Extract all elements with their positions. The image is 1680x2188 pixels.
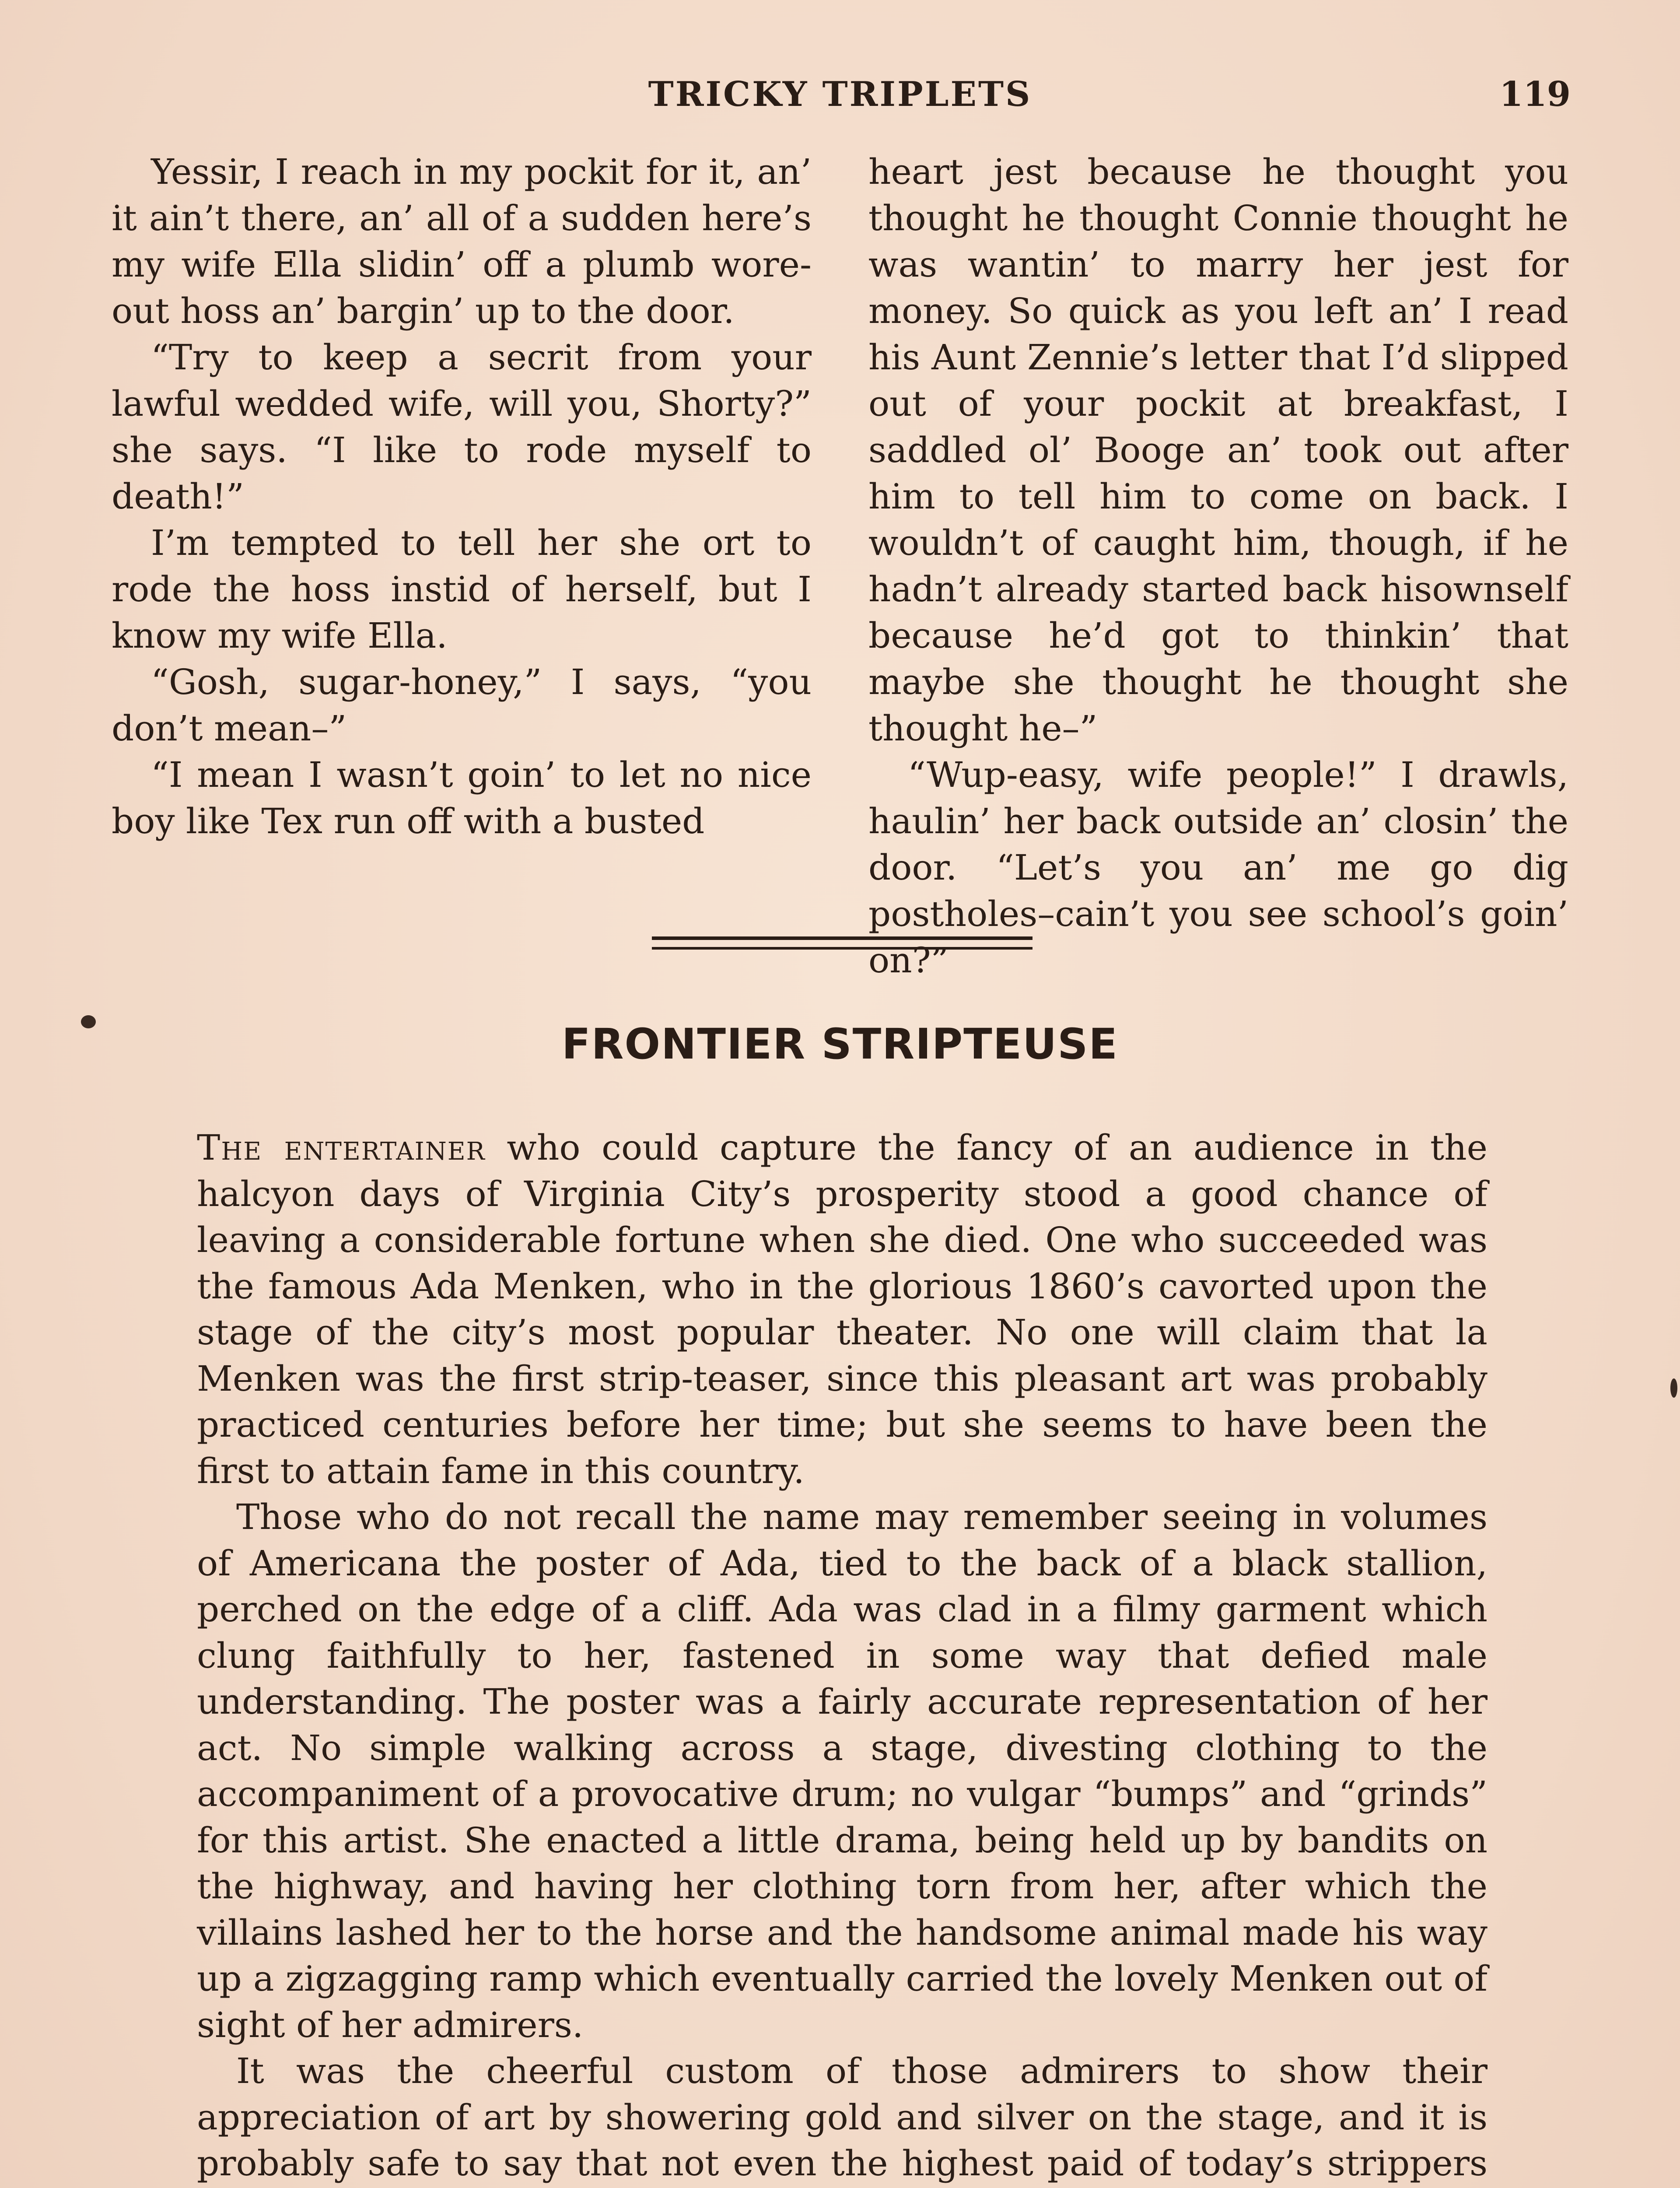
article-paragraph-1-text: who could capture the fancy of an audience in the halcyon days of Virginia City’s prosperity stood a good chance of leaving a considerable fortune when she died. One who succeeded was the famous Ada Menken, who in the glorious 1860’s cavorted upon the stage of the city’s most popular theater. No one will claim that la Menken was the first strip-teaser, since this pleasant art was probably practiced centuries before her time; but she seems to have been the first to attain fame in this country. [197, 1127, 1488, 1491]
ink-speck [81, 1015, 96, 1028]
right-column [868, 149, 1568, 984]
right-paragraph-1: heart jest because he thought you thought he thought Connie thought he was wantin’ to marry her jest for money. So quick as you left an’ I read his Aunt Zennie’s letter that I’d slipped out of your pockit at breakfast, I saddled ol’ Booge an’ took out after him to tell him to come on back. I wouldn’t of caught him, though, if he hadn’t already started back hisownself because he’d got to thinkin’ that maybe she thought he thought she thought he–” [868, 151, 1568, 749]
left-paragraph-2: “Try to keep a secrit from your lawful wedded wife, will you, Shorty?” she says. “I like to rode myself to death!” [112, 337, 812, 517]
article-paragraph-1 [197, 1125, 1488, 1494]
story-columns [112, 149, 1568, 981]
section-divider-rule [652, 936, 1032, 950]
left-paragraph-3: I’m tempted to tell her she ort to rode the hoss instid of herself, but I know my wife Ella. [112, 522, 812, 656]
article-paragraph-2: Those who do not recall the name may remember seeing in volumes of Americana the poster of Ada, tied to the back of a black stallion, perched on the edge of a cliff. Ada was clad in a filmy garment which clung faithfully to her, fastened in some way that defied male understanding. The poster was a fairly accurate representation of her act. No simple walking across a stage, divesting clothing to the accompaniment of a provocative drum; no vulgar “bumps” and “grinds” for this artist. She enacted a little drama, being held up by bandits on the highway, and having her clothing torn from her, after which the villains lashed her to the horse and the handsome animal made his way up a zigzagging ramp which eventually carried the lovely Menken out of sight of her admirers. [197, 1497, 1488, 2045]
left-column [112, 149, 812, 845]
article-title: FRONTIER STRIPTEUSE [562, 1020, 1118, 1069]
right-paragraph-2: “Wup-easy, wife people!” I drawls, haulin’ her back outside an’ closin’ the door. “Let’s you an’ me go dig postholes–cain’t you see school’s goin’ on?” [868, 754, 1568, 981]
running-head [109, 74, 1571, 118]
left-paragraph-4: “Gosh, sugar-honey,” I says, “you don’t mean–” [112, 662, 812, 749]
page-number: 119 [1499, 74, 1571, 114]
lead-in-smallcaps: The entertainer [197, 1127, 486, 1168]
left-paragraph-5: “I mean I wasn’t goin’ to let no nice boy like Tex run off with a busted [112, 754, 812, 842]
running-title: TRICKY TRIPLETS [648, 74, 1032, 114]
article-paragraph-3: It was the cheerful custom of those admirers to show their appreciation of art by showering gold and silver on the stage, and it is probably safe to say that not even the highest paid of today’s strippers [197, 2051, 1488, 2184]
ink-speck [1670, 1378, 1677, 1398]
article-body [197, 1125, 1488, 2188]
left-paragraph-1: Yessir, I reach in my pockit for it, an’ it ain’t there, an’ all of a sudden here’s my wife Ella slidin’ off a plumb wore-out hoss an’ bargin’ up to the door. [112, 151, 812, 331]
